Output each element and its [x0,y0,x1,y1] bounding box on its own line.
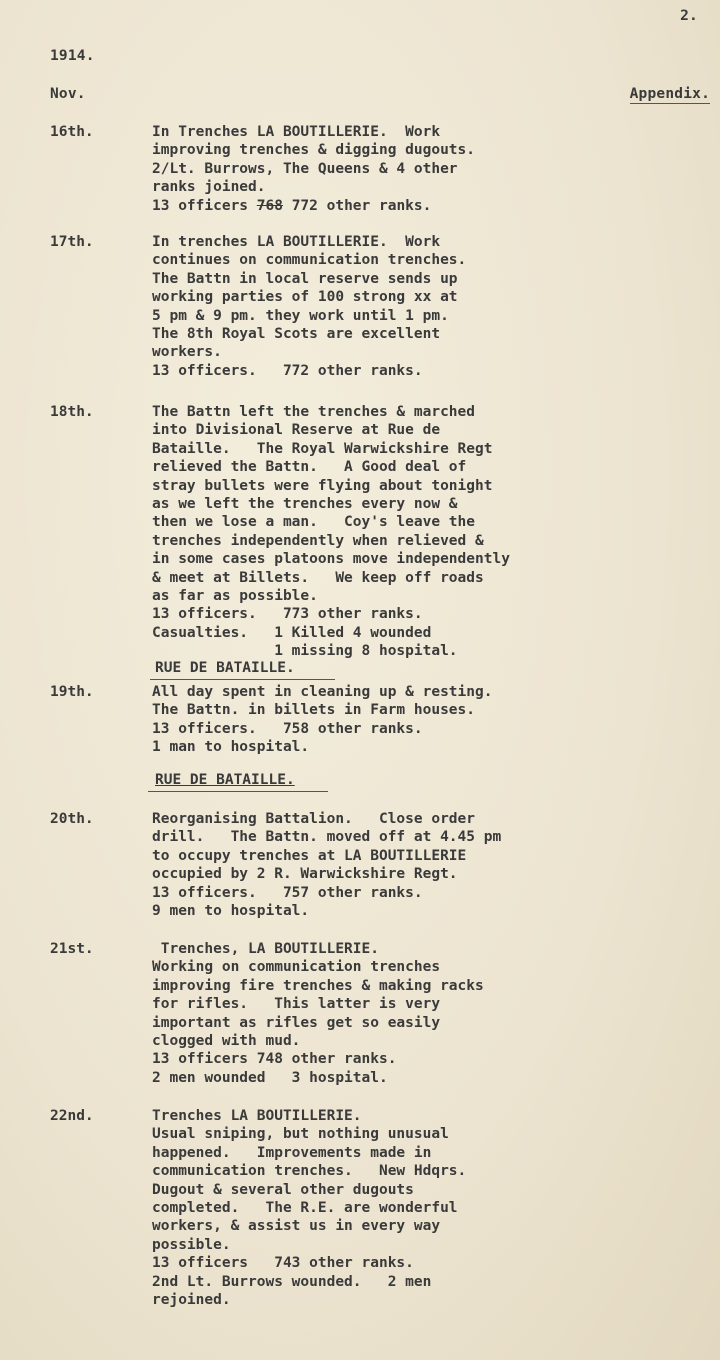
entry-date: 22nd. [50,1108,94,1124]
entry-text [152,810,712,920]
entry-date: 19th. [50,684,94,700]
entry-line: The 8th Royal Scots are excellent [152,326,441,343]
entry-line: 13 officers. 773 other ranks. [152,606,423,623]
entry-text [152,233,712,380]
entry-line-strength [152,197,712,215]
entry-line: Reorganising Battalion. Close order [152,811,476,827]
entry-line: stray bullets were flying about tonight [152,477,493,494]
entry-line: happened. Improvements made in [152,1144,432,1161]
entry-line: 1 man to hospital. [152,739,310,756]
page-number: 2. [680,8,698,24]
entry-line: The Battn left the trenches & marched [152,404,476,420]
entry-line: Usual sniping, but nothing unusual [152,1126,449,1143]
entry-line: as we left the trenches every now & [152,496,458,513]
entry-text [152,123,712,215]
entry-line: Casualties. 1 Killed 4 wounded [152,624,432,641]
entry-line: for rifles. This latter is very [152,996,441,1013]
entry-line: into Divisional Reserve at Rue de [152,422,441,439]
entry-text [152,683,712,757]
entry-line: possible. [152,1236,231,1253]
entry-line: 2 men wounded 3 hospital. [152,1069,388,1086]
entry-line: 9 men to hospital. [152,903,310,920]
location-heading: RUE DE BATAILLE. [155,772,295,788]
entry-line: 13 officers 748 other ranks. [152,1051,397,1068]
entry-line: Bataille. The Royal Warwickshire Regt [152,440,493,457]
entry-text [152,1107,712,1309]
entry-date: 16th. [50,124,94,140]
entry-date: 21st. [50,941,94,957]
entry-line: In trenches LA BOUTILLERIE. Work [152,234,441,250]
appendix-heading: Appendix. [629,86,710,102]
entry-line: All day spent in cleaning up & resting. [152,684,493,700]
heading-rule [150,679,335,680]
entry-line: Dugout & several other dugouts [152,1181,414,1198]
entry-line: Trenches, LA BOUTILLERIE. [152,941,379,957]
entry-line: improving trenches & digging dugouts. [152,142,476,159]
struck-out-number: 768 [256,197,283,214]
entry-line: 13 officers. 772 other ranks. [152,362,423,379]
heading-rule [148,791,328,792]
entry-line: working parties of 100 strong xx at [152,289,458,306]
entry-line: 13 officers. 758 other ranks. [152,720,423,737]
entry-line: 1 missing 8 hospital. [152,643,458,660]
entry-line: relieved the Battn. A Good deal of [152,459,467,476]
entry-line: workers. [152,344,222,361]
entry-line: communication trenches. New Hdqrs. [152,1163,467,1180]
entry-date: 17th. [50,234,94,250]
entry-line: completed. The R.E. are wonderful [152,1200,458,1217]
entry-line: improving fire trenches & making racks [152,977,484,994]
entry-line: In Trenches LA BOUTILLERIE. Work [152,124,441,140]
entry-text [152,403,712,661]
entry-line: occupied by 2 R. Warwickshire Regt. [152,866,458,883]
entry-line: Trenches LA BOUTILLERIE. [152,1108,362,1124]
entry-line: in some cases platoons move independently [152,551,510,568]
entry-line: drill. The Battn. moved off at 4.45 pm [152,829,502,846]
entry-line: trenches independently when relieved & [152,532,484,549]
entry-line: 13 officers 743 other ranks. [152,1255,414,1272]
entry-line: clogged with mud. [152,1033,301,1050]
entry-line: as far as possible. [152,588,318,605]
location-heading: RUE DE BATAILLE. [155,660,295,676]
entry-line: 5 pm & 9 pm. they work until 1 pm. [152,307,449,324]
entry-line: 13 officers. 757 other ranks. [152,884,423,901]
year-label: 1914. [50,48,95,64]
entry-date: 20th. [50,811,94,827]
entry-line: workers, & assist us in every way [152,1218,441,1235]
entry-line: then we lose a man. Coy's leave the [152,514,476,531]
strength-prefix: 13 officers [152,197,257,214]
entry-line: The Battn. in billets in Farm houses. [152,702,476,719]
entry-line: continues on communication trenches. [152,252,467,269]
month-label: Nov. [50,86,86,102]
entry-line: 2nd Lt. Burrows wounded. 2 men [152,1273,432,1290]
entry-line: 2/Lt. Burrows, The Queens & 4 other [152,160,458,177]
entry-line: important as rifles get so easily [152,1014,441,1031]
entry-line: The Battn in local reserve sends up [152,270,458,287]
entry-text [152,940,712,1087]
entry-date: 18th. [50,404,94,420]
entry-line: rejoined. [152,1292,231,1309]
entry-line: to occupy trenches at LA BOUTILLERIE [152,847,467,864]
entry-line: ranks joined. [152,179,266,196]
strength-suffix: 772 other ranks. [282,197,432,214]
entry-line: Working on communication trenches [152,959,441,976]
entry-line: & meet at Billets. We keep off roads [152,569,484,586]
